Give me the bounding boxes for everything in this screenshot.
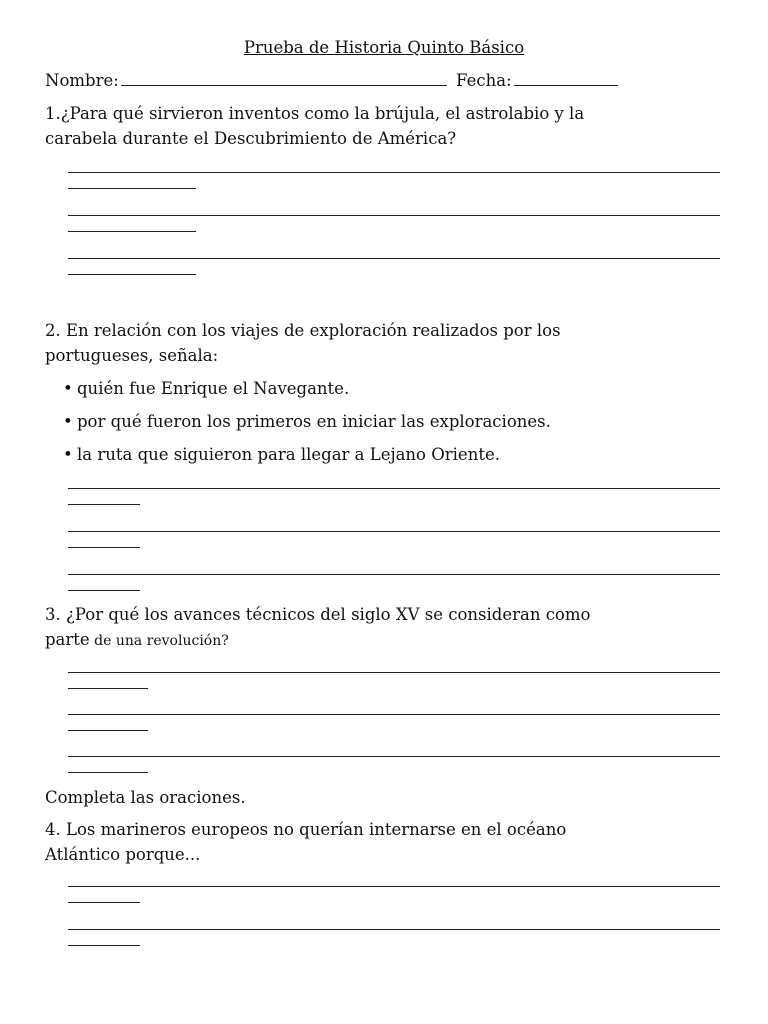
bullet-icon: •	[63, 445, 73, 464]
bullet-icon: •	[63, 412, 73, 431]
question-4-line-1: 4. Los marineros europeos no querían internarse en el océano	[45, 820, 567, 839]
answer-line-continuation[interactable]	[68, 231, 196, 232]
answer-line[interactable]	[68, 672, 720, 673]
answer-line[interactable]	[68, 215, 720, 216]
answer-line[interactable]	[68, 258, 720, 259]
page-title: Prueba de Historia Quinto Básico	[243, 38, 525, 57]
question-3-line-1: 3. ¿Por qué los avances técnicos del siglo XV se consideran como	[45, 605, 591, 624]
date-field[interactable]	[514, 70, 618, 86]
name-date-row	[45, 69, 622, 93]
question-1-line-1: 1.¿Para qué sirvieron inventos como la brújula, el astrolabio y la	[45, 104, 585, 123]
answer-line-continuation[interactable]	[68, 772, 148, 773]
bullet-item	[63, 377, 349, 401]
question-2-line-1: 2. En relación con los viajes de exploración realizados por los	[45, 321, 561, 340]
question-2-line-2: portugueses, señala:	[45, 346, 219, 365]
answer-line[interactable]	[68, 172, 720, 173]
name-field[interactable]	[121, 70, 447, 86]
bullet-item	[63, 410, 551, 434]
answer-line[interactable]	[68, 574, 720, 575]
bullet-item	[63, 443, 500, 467]
question-3-rest: de una revolución?	[89, 633, 229, 649]
question-4-line-2: Atlántico porque...	[45, 845, 201, 864]
bullet-text: quién fue Enrique el Navegante.	[77, 379, 350, 398]
answer-line-continuation[interactable]	[68, 274, 196, 275]
bullet-icon: •	[63, 379, 73, 398]
answer-line-continuation[interactable]	[68, 188, 196, 189]
answer-line-continuation[interactable]	[68, 590, 140, 591]
question-3-word: parte	[45, 630, 90, 649]
date-label: Fecha:	[456, 71, 512, 90]
question-1-line-2: carabela durante el Descubrimiento de América?	[45, 129, 457, 148]
answer-line-continuation[interactable]	[68, 945, 140, 946]
answer-line[interactable]	[68, 929, 720, 930]
instruction-text: Completa las oraciones.	[45, 788, 246, 807]
answer-line-continuation[interactable]	[68, 730, 148, 731]
answer-line-continuation[interactable]	[68, 504, 140, 505]
answer-line-continuation[interactable]	[68, 547, 140, 548]
answer-line[interactable]	[68, 714, 720, 715]
bullet-text: por qué fueron los primeros en iniciar las exploraciones.	[77, 412, 551, 431]
answer-line-continuation[interactable]	[68, 688, 148, 689]
answer-line[interactable]	[68, 886, 720, 887]
answer-line-continuation[interactable]	[68, 902, 140, 903]
question-3-line-2	[45, 628, 229, 653]
answer-line[interactable]	[68, 488, 720, 489]
bullet-text: la ruta que siguieron para llegar a Lejano Oriente.	[77, 445, 500, 464]
name-label: Nombre:	[45, 71, 119, 90]
answer-line[interactable]	[68, 531, 720, 532]
answer-line[interactable]	[68, 756, 720, 757]
